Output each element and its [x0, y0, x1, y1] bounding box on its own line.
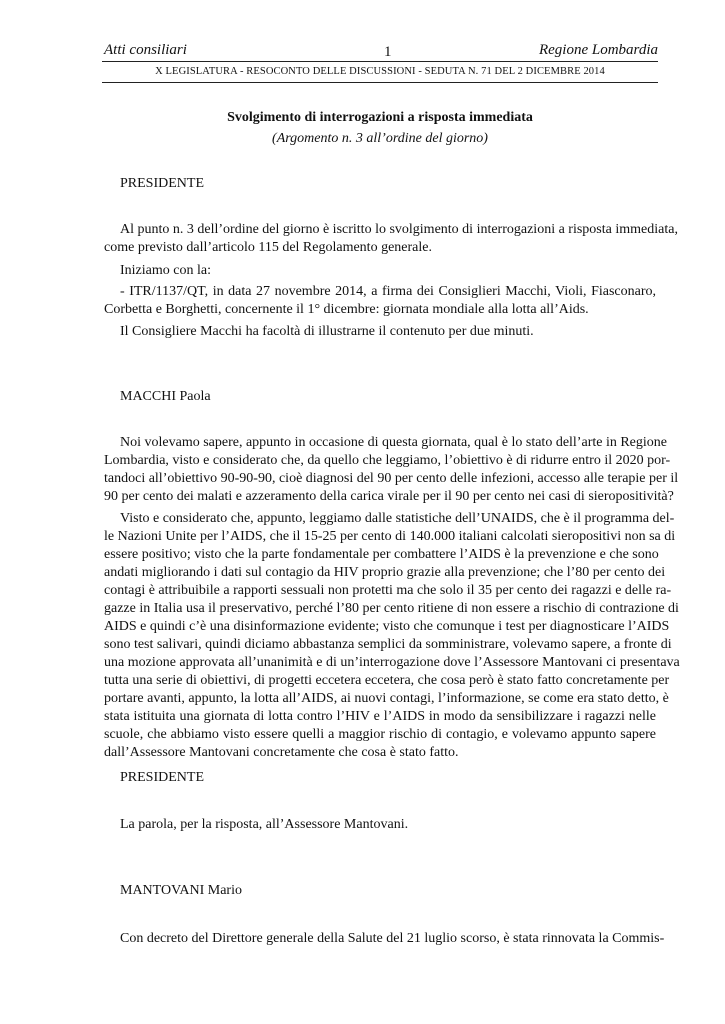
text-line: tutta una serie di obiettivi, di progetti eccetera eccetera, che cosa però è stato fatto concretamente per — [104, 673, 670, 688]
text-line: tandoci all’obiettivo 90-90-90, cioè diagnosi del 90 per cento delle infezioni, accesso alle terapie per il — [104, 471, 679, 486]
text-line: dall’Assessore Mantovani concretamente che cosa è stato fatto. — [104, 745, 459, 760]
header-rule-bottom — [102, 82, 658, 83]
speaker-macchi: MACCHI Paola — [120, 389, 211, 404]
text-line: essere positivo; visto che la parte fondamentale per combattere l’AIDS è la prevenzione e che sono — [104, 547, 659, 562]
text-line: andati migliorando i dati sul contagio da HIV proprio grazie alla prevenzione; che l’80 per cento dei — [104, 565, 666, 580]
text-line: scuole, che abbiamo visto essere quelli a maggior rischio di contagio, e volevamo appunto sapere — [104, 727, 656, 742]
text-line: le Nazioni Unite per l’AIDS, che il 15-25 per cento di 140.000 italiani calcolati sieropositivi non sa di — [104, 529, 676, 544]
header-rule-top — [102, 61, 658, 62]
text-line: gazze in Italia usa il preservativo, perché l’80 per cento ritiene di non essere a rischio di contrazione di — [104, 601, 679, 616]
speaker-presidente-2: PRESIDENTE — [120, 770, 204, 785]
text-line: AIDS e quindi c’è una disinformazione evidente; visto che comunque i test per diagnosticare l’AIDS — [104, 619, 670, 634]
presidente1-paragraph-4: Il Consigliere Macchi ha facoltà di illustrarne il contenuto per due minuti. — [120, 324, 534, 339]
header-left-title: Atti consiliari — [104, 42, 187, 58]
text-line: Noi volevamo sapere, appunto in occasione di questa giornata, qual è lo stato dell’arte in Regione — [120, 435, 667, 450]
text-line: stata istituita una giornata di lotta contro l’HIV e l’AIDS in modo da sensibilizzare i ragazzi nelle — [104, 709, 656, 724]
text-line: una mozione approvata all’unanimità e di un’interrogazione dove l’Assessore Mantovani ci presentava — [104, 655, 680, 670]
text-line: come previsto dall’articolo 115 del Regolamento generale. — [104, 240, 432, 255]
document-title: Svolgimento di interrogazioni a risposta immediata — [227, 110, 533, 125]
speaker-presidente-1: PRESIDENTE — [120, 176, 204, 191]
speaker-mantovani: MANTOVANI Mario — [120, 883, 242, 898]
text-line: contagi è attribuibile a rapporti sessuali non protetti ma che solo il 35 per cento dei ragazzi e delle ra- — [104, 583, 672, 598]
document-subtitle: (Argomento n. 3 all’ordine del giorno) — [272, 131, 488, 146]
text-line: portare avanti, appunto, la lotta all’AIDS, ai nuovi contagi, l’informazione, se come era stato detto, è — [104, 691, 669, 706]
header-subtitle: X LEGISLATURA - RESOCONTO DELLE DISCUSSIONI - SEDUTA N. 71 DEL 2 DICEMBRE 2014 — [155, 66, 605, 77]
text-line: sono test salivari, quindi diciamo abbastanza semplici da somministrare, volevamo sapere, a fronte di — [104, 637, 672, 652]
presidente2-paragraph-1: La parola, per la risposta, all’Assessore Mantovani. — [120, 817, 409, 832]
header-right-title: Regione Lombardia — [538, 42, 658, 58]
text-line: 90 per cento dei malati e azzeramento della carica virale per il 90 per cento nei casi di sieropositività? — [104, 489, 674, 504]
text-line: Corbetta e Borghetti, concernente il 1° dicembre: giornata mondiale alla lotta all’Aids. — [104, 302, 589, 317]
mantovani-paragraph-1: Con decreto del Direttore generale della Salute del 21 luglio scorso, è stata rinnovata la Commis- — [120, 931, 665, 946]
text-line: - ITR/1137/QT, in data 27 novembre 2014, a firma dei Consiglieri Macchi, Violi, Fiasconaro, — [120, 284, 656, 299]
text-line: Al punto n. 3 dell’ordine del giorno è iscritto lo svolgimento di interrogazioni a risposta immediata, — [120, 222, 678, 237]
text-line: Visto e considerato che, appunto, leggiamo dalle statistiche dell’UNAIDS, che è il programma del- — [120, 511, 675, 526]
presidente1-paragraph-2: Iniziamo con la: — [120, 263, 211, 278]
text-line: Lombardia, visto e considerato che, da quello che leggiamo, l’obiettivo è di ridurre entro il 2020 por- — [104, 453, 671, 468]
page-number: 1 — [384, 44, 392, 60]
